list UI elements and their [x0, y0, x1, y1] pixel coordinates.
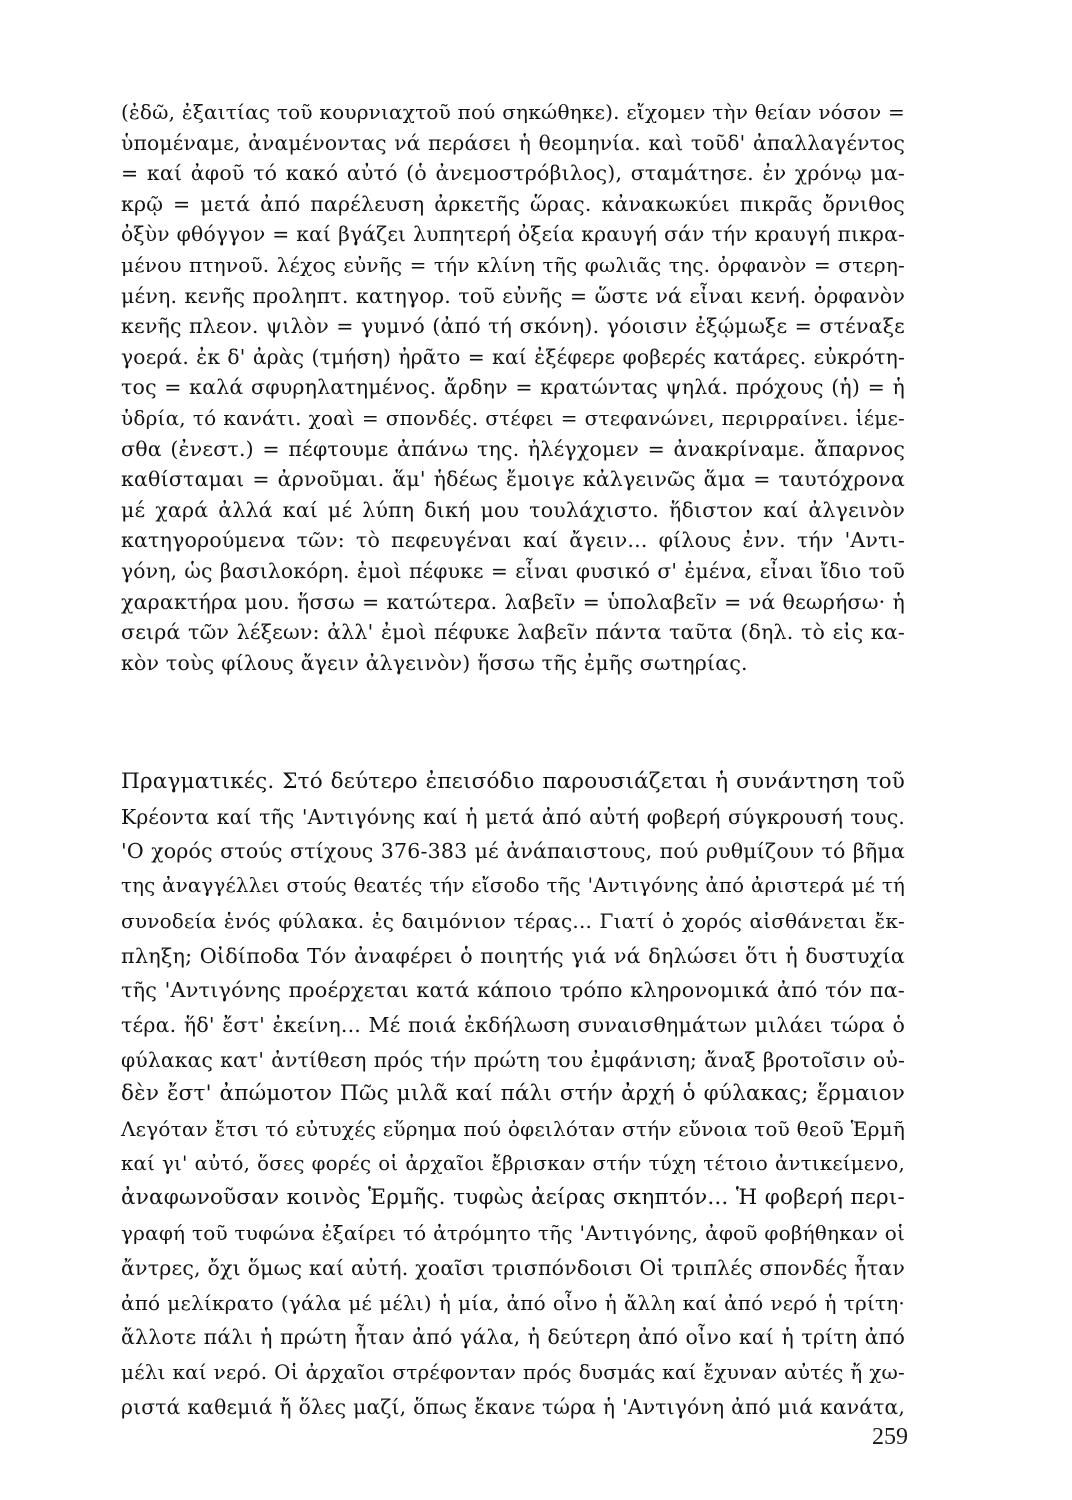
section-line: ἀναφωνοῦσαν κοινὸς Ἑρμῆς. τυφὼς ἀείρας σκηπτόν... Ἡ φοβερή περι-: [121, 1185, 905, 1211]
commentary-line: γόνη, ὡς βασιλοκόρη. ἐμοὶ πέφυκε = εἶναι φυσικό σ' ἐμένα, εἶναι ἴδιο τοῦ: [121, 559, 905, 583]
commentary-line: ὀξὺν φθόγγον = καί βγάζει λυπητερή ὀξεία κραυγή σάν τήν κραυγή πικρα-: [121, 222, 905, 247]
commentary-line: χαρακτήρα μου. ἥσσω = κατώτερα. λαβεῖν = ὑπολαβεῖν = νά θεωρήσω· ἡ: [121, 589, 905, 614]
commentary-line: σθα (ἐνεστ.) = πέφτουμε ἀπάνω της. ἠλέγχομεν = ἀνακρίναμε. ἄπαρνος: [121, 436, 905, 461]
section-heading-line: Πραγματικές. Στό δεύτερο ἐπεισόδιο παρουσιάζεται ἡ συνάντηση τοῦ: [121, 769, 905, 794]
section-line: μέλι καί νερό. Οἱ ἀρχαῖοι στρέφονταν πρός δυσμάς καί ἔχυναν αὐτές ἤ χω-: [121, 1359, 905, 1384]
commentary-line: σειρά τῶν λέξεων: ἀλλ' ἐμοὶ πέφυκε λαβεῖν πάντα ταῦτα (δηλ. τὸ εἰς κα-: [121, 620, 905, 645]
commentary-line: κὸν τοὺς φίλους ἄγειν ἀλγεινὸν) ἥσσω τῆς ἐμῆς σωτηρίας.: [121, 650, 748, 675]
commentary-line: ὑπομέναμε, ἀναμένοντας νά περάσει ἡ θεομηνία. καὶ τοῦδ' ἀπαλλαγέντος: [121, 130, 905, 155]
section-line: γραφή τοῦ τυφώνα ἐξαίρει τό ἀτρόμητο τῆς 'Αντιγόνης, ἀφοῦ φοβήθηκαν οἱ: [121, 1221, 905, 1246]
section-line: ριστά καθεμιά ἤ ὅλες μαζί, ὅπως ἔκανε τώρα ἡ 'Αντιγόνη ἀπό μιά κανάτα,: [121, 1394, 905, 1419]
page-number: 259: [872, 1424, 908, 1450]
section-line: ἄντρες, ὄχι ὅμως καί αὐτή. χοαῖσι τρισπόνδοισι Οἱ τριπλές σπονδές ἦταν: [121, 1255, 905, 1280]
section-line: ἄλλοτε πάλι ἡ πρώτη ἦταν ἀπό γάλα, ἡ δεύτερη ἀπό οἶνο καί ἡ τρίτη ἀπό: [121, 1325, 905, 1350]
commentary-line: κρῷ = μετά ἀπό παρέλευση ἀρκετῆς ὥρας. κἀνακωκύει πικρᾶς ὄρνιθος: [121, 191, 905, 216]
section-line: ἀπό μελίκρατο (γάλα μέ μέλι) ἡ μία, ἀπό οἶνο ἡ ἄλλη καί ἀπό νερό ἡ τρίτη·: [121, 1290, 905, 1315]
commentary-line: μένη. κενῆς προληπτ. κατηγορ. τοῦ εὐνῆς = ὥστε νά εἶναι κενή. ὀρφανὸν: [121, 283, 905, 308]
section-line: συνοδεία ἑνός φύλακα. ἐς δαιμόνιον τέρας... Γιατί ὁ χορός αἰσθάνεται ἔκ-: [121, 908, 905, 933]
section-line: φύλακας κατ' ἀντίθεση πρός τήν πρώτη του ἐμφάνιση; ἄναξ βροτοῖσιν οὐ-: [121, 1047, 905, 1072]
section-line: 'Ο χορός στούς στίχους 376-383 μέ ἀνάπαιστους, πού ρυθμίζουν τό βῆμα: [121, 839, 905, 864]
commentary-line: (ἐδῶ, ἐξαιτίας τοῦ κουρνιαχτοῦ πού σηκώθηκε). εἴχομεν τὴν θείαν νόσον =: [121, 100, 905, 124]
section-line: καί γι' αὐτό, ὅσες φορές οἱ ἀρχαῖοι ἔβρισκαν στήν τύχη τέτοιο ἀντικείμενο,: [121, 1151, 905, 1175]
section-line: τῆς 'Αντιγόνης προέρχεται κατά κάποιο τρόπο κληρονομικά ἀπό τόν πα-: [121, 978, 905, 1003]
commentary-line: ὑδρία, τό κανάτι. χοαὶ = σπονδές. στέφει = στεφανώνει, περιρραίνει. ἱέμε-: [121, 406, 905, 430]
commentary-line: καθίσταμαι = ἀρνοῦμαι. ἅμ' ἡδέως ἔμοιγε κἀλγεινῶς ἅμα = ταυτόχρονα: [121, 467, 905, 492]
commentary-line: μέ χαρά ἀλλά καί μέ λύπη δική μου τουλάχιστο. ἥδιστον καί ἀλγεινὸν: [121, 497, 905, 522]
section-line: τέρα. ἥδ' ἔστ' ἐκείνη... Μέ ποιά ἐκδήλωση συναισθημάτων μιλάει τώρα ὁ: [121, 1012, 905, 1037]
commentary-line: τος = καλά σφυρηλατημένος. ἄρδην = κρατώντας ψηλά. πρόχους (ἡ) = ἡ: [121, 375, 905, 400]
section-line: Κρέοντα καί τῆς 'Αντιγόνης καί ἡ μετά ἀπό αὐτή φοβερή σύγκρουσή τους.: [121, 804, 905, 829]
commentary-line: κατηγορούμενα τῶν: τὸ πεφευγέναι καί ἄγειν... φίλους ἐνν. τήν 'Αντι-: [121, 528, 905, 553]
section-line: δὲν ἔστ' ἀπώμοτον Πῶς μιλᾶ καί πάλι στήν ἀρχή ὁ φύλακας; ἕρμαιον: [121, 1081, 905, 1107]
commentary-line: γοερά. ἐκ δ' ἀρὰς (τμήση) ἠρᾶτο = καί ἐξέφερε φοβερές κατάρες. εὐκρότη-: [121, 344, 905, 369]
section-line: της ἀναγγέλλει στούς θεατές τήν εἴσοδο τῆς 'Αντιγόνης ἀπό ἀριστερά μέ τή: [121, 874, 905, 898]
section-line: πληξη; Οἰδίποδα Τόν ἀναφέρει ὁ ποιητής γιά νά δηλώσει ὅτι ἡ δυστυχία: [121, 943, 905, 968]
commentary-line: μένου πτηνοῦ. λέχος εὐνῆς = τήν κλίνη τῆς φωλιᾶς της. ὀρφανὸν = στερη-: [121, 253, 905, 277]
commentary-line: κενῆς πλεον. ψιλὸν = γυμνό (ἀπό τή σκόνη). γόοισιν ἐξῴμωξε = στέναξε: [121, 314, 905, 339]
section-line: Λεγόταν ἔτσι τό εὐτυχές εὕρημα πού ὀφειλόταν στήν εὔνοια τοῦ θεοῦ Ἑρμῆ: [121, 1117, 905, 1141]
commentary-line: = καί ἀφοῦ τό κακό αὐτό (ὁ ἀνεμοστρόβιλος), σταμάτησε. ἐν χρόνῳ μα-: [121, 161, 905, 186]
